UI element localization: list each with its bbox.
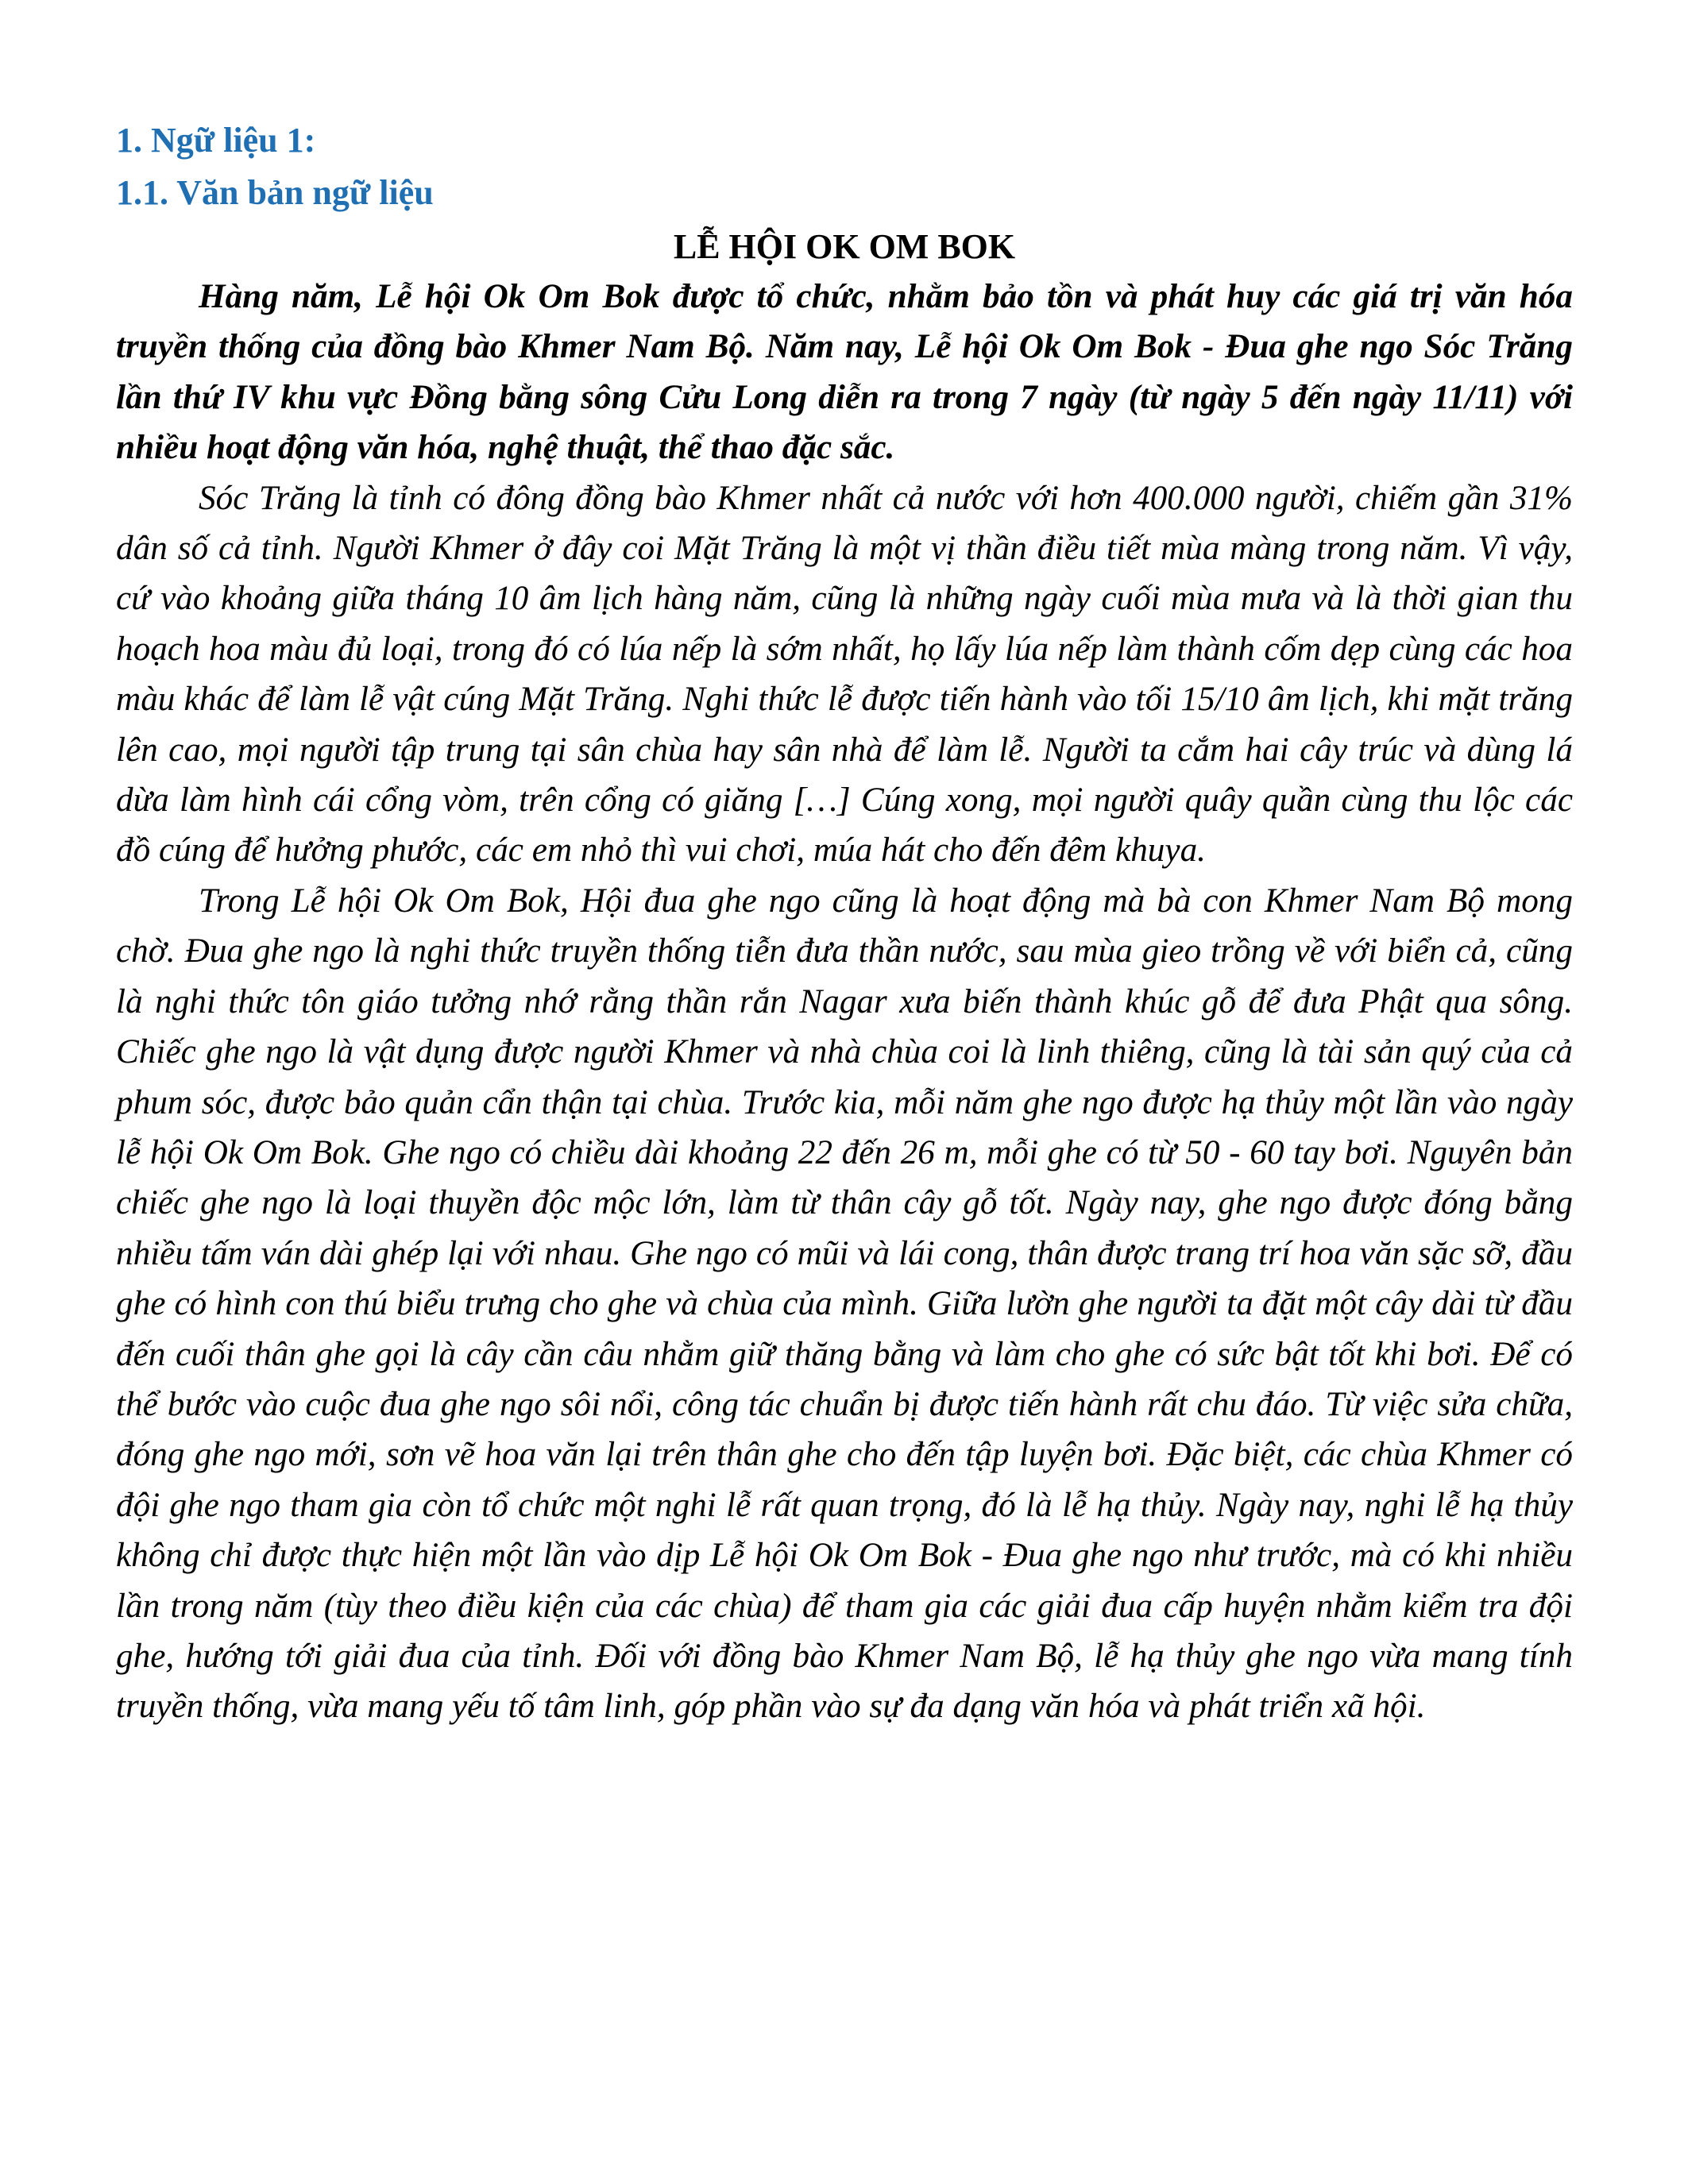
document-page xyxy=(116,118,1573,1732)
article-lead-paragraph: Hàng năm, Lễ hội Ok Om Bok được tổ chức, nhằm bảo tồn và phát huy các giá trị văn hóa truyền thống của đồng bào Khmer Nam Bộ. Năm nay, Lễ hội Ok Om Bok - Đua ghe ngo Sóc Trăng lần thứ IV khu vực Đồng bằng sông Cửu Long diễn ra trong 7 ngày (từ ngày 5 đến ngày 11/11) với nhiều hoạt động văn hóa, nghệ thuật, thể thao đặc sắc. xyxy=(116,278,1573,467)
article-paragraph-1: Sóc Trăng là tỉnh có đông đồng bào Khmer nhất cả nước với hơn 400.000 người, chiếm gần 31% dân số cả tỉnh. Người Khmer ở đây coi Mặt Trăng là một vị thần điều tiết mùa màng trong năm. Vì vậy, cứ vào khoảng giữa tháng 10 âm lịch hàng năm, cũng là những ngày cuối mùa mưa và là thời gian thu hoạch hoa màu đủ loại, trong đó có lúa nếp là sớm nhất, họ lấy lúa nếp làm thành cốm dẹp cùng các hoa màu khác để làm lễ vật cúng Mặt Trăng. Nghi thức lễ được tiến hành vào tối 15/10 âm lịch, khi mặt trăng lên cao, mọi người tập trung tại sân chùa hay sân nhà để làm lễ. Người ta cắm hai cây trúc và dùng lá dừa làm hình cái cổng vòm, trên cổng có giăng […] Cúng xong, mọi người quây quần cùng thu lộc các đồ cúng để hưởng phước, các em nhỏ thì vui chơi, múa hát cho đến đêm khuya. xyxy=(116,479,1573,870)
article-title: LỄ HỘI OK OM BOK xyxy=(673,227,1016,266)
section-heading: 1. Ngữ liệu 1: xyxy=(116,121,316,160)
section-subheading: 1.1. Văn bản ngữ liệu xyxy=(116,173,434,212)
article-paragraph-2: Trong Lễ hội Ok Om Bok, Hội đua ghe ngo cũng là hoạt động mà bà con Khmer Nam Bộ mong chờ. Đua ghe ngo là nghi thức truyền thống tiễn đưa thần nước, sau mùa gieo trồng về với biển cả, cũng là nghi thức tôn giáo tưởng nhớ rằng thần rắn Nagar xưa biến thành khúc gỗ để đưa Phật qua sông. Chiếc ghe ngo là vật dụng được người Khmer và nhà chùa coi là linh thiêng, cũng là tài sản quý của cả phum sóc, được bảo quản cẩn thận tại chùa. Trước kia, mỗi năm ghe ngo được hạ thủy một lần vào ngày lễ hội Ok Om Bok. Ghe ngo có chiều dài khoảng 22 đến 26 m, mỗi ghe có từ 50 - 60 tay bơi. Nguyên bản chiếc ghe ngo là loại thuyền độc mộc lớn, làm từ thân cây gỗ tốt. Ngày nay, ghe ngo được đóng bằng nhiều tấm ván dài ghép lại với nhau. Ghe ngo có mũi và lái cong, thân được trang trí hoa văn sặc sỡ, đầu ghe có hình con thú biểu trưng cho ghe và chùa của mình. Giữa lườn ghe người ta đặt một cây dài từ đầu đến cuối thân ghe gọi là cây cần câu nhằm giữ thăng bằng và làm cho ghe có sức bật tốt khi bơi. Để có thể bước vào cuộc đua ghe ngo sôi nổi, công tác chuẩn bị được tiến hành rất chu đáo. Từ việc sửa chữa, đóng ghe ngo mới, sơn vẽ hoa văn lại trên thân ghe cho đến tập luyện bơi. Đặc biệt, các chùa Khmer có đội ghe ngo tham gia còn tổ chức một nghi lễ rất quan trọng, đó là lễ hạ thủy. Ngày nay, nghi lễ hạ thủy không chỉ được thực hiện một lần vào dịp Lễ hội Ok Om Bok - Đua ghe ngo như trước, mà có khi nhiều lần trong năm (tùy theo điều kiện của các chùa) để tham gia các giải đua cấp huyện nhằm kiểm tra đội ghe, hướng tới giải đua của tỉnh. Đối với đồng bào Khmer Nam Bộ, lễ hạ thủy ghe ngo vừa mang tính truyền thống, vừa mang yếu tố tâm linh, góp phần vào sự đa dạng văn hóa và phát triển xã hội. xyxy=(116,882,1573,1726)
